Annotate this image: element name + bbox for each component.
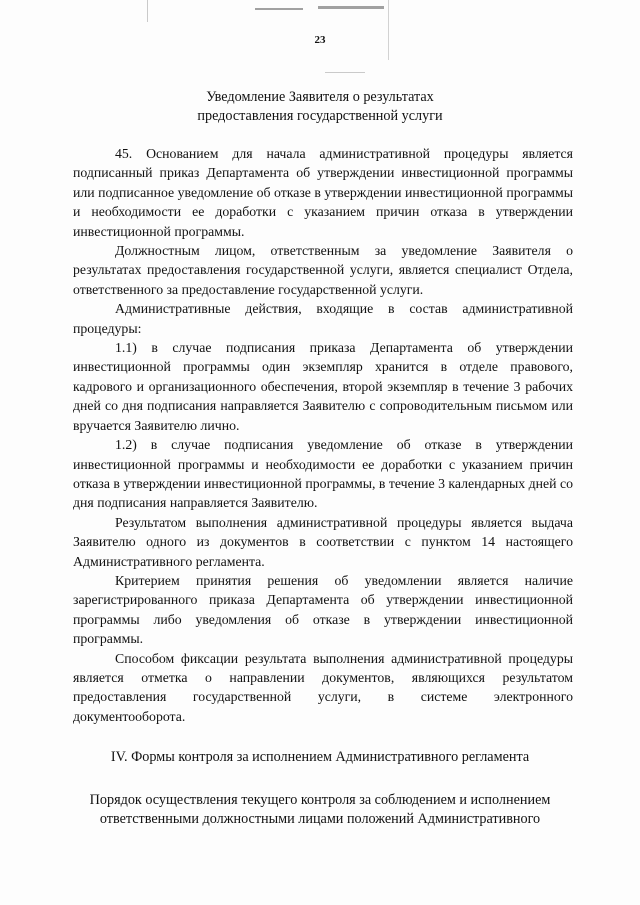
notice-title-line-1: Уведомление Заявителя о результатах (206, 89, 434, 105)
notice-title-line-2: предоставления государственной услуги (197, 108, 443, 124)
paragraph-1-1: 1.1) в случае подписания приказа Департамента об утверждении инвестиционной программы один экземпляр хранится в отделе правового, кадрового и организационного обеспечения, второй экземпляр в течение 3 рабочих дней со дня подписания направляется Заявителю с сопроводительным письмом или вручается Заявителю лично. (73, 340, 573, 433)
paragraph-result: Результатом выполнения административной процедуры является выдача Заявителю одного из документов в соответствии с пунктом 14 настоящего Административного регламента. (73, 514, 573, 569)
paragraph-responsible-person: Должностным лицом, ответственным за уведомление Заявителя о результатах предоставления государственной услуги, является специалист Отдела, ответственного за предоставление государственной услуги. (73, 243, 573, 297)
paragraph-criterion: Критерием принятия решения об уведомлении является наличие зарегистрированного приказа Департамента об утверждении инвестиционной программы либо уведомления об отказе в утверждении инвестиционной программы. (73, 572, 573, 647)
paragraph-fixation: Способом фиксации результата выполнения административной процедуры является отметка о направлении документов, являющихся результатом предоставления государственной услуги, в системе электронного документооборота. (73, 650, 573, 724)
body-text (73, 144, 573, 726)
scan-artifact (147, 0, 148, 22)
scan-artifact (325, 72, 365, 73)
section-iv-heading: IV. Формы контроля за исполнением Административного регламента (110, 749, 530, 765)
scan-artifact (388, 0, 389, 60)
subsection-heading-line-2: ответственными должностными лицами положений Административного (99, 811, 541, 828)
subsection-heading (0, 791, 640, 830)
subsection-heading-line-1: Порядок осуществления текущего контроля за соблюдением и исполнением (89, 792, 551, 808)
page-number: 23 (314, 34, 326, 46)
scan-artifact (318, 6, 384, 9)
paragraph-1-2: 1.2) в случае подписания уведомление об отказе в утверждении инвестиционной программы и необходимости ее доработки с указанием причин отказа в утверждении инвестиционной программы, в течение 3 календарных дней со дня подписания направляется Заявителю. (73, 437, 573, 511)
paragraph-45: 45. Основанием для начала административной процедуры является подписанный приказ Департамента об утверждении инвестиционной программы или подписанное уведомление об отказе в утверждении инвестиционной программы и необходимости ее доработки с указанием причин отказа в утверждении инвестиционной программы. (73, 146, 573, 239)
scan-artifact (255, 8, 303, 10)
paragraph-admin-actions: Административные действия, входящие в состав административной процедуры: (73, 301, 573, 336)
